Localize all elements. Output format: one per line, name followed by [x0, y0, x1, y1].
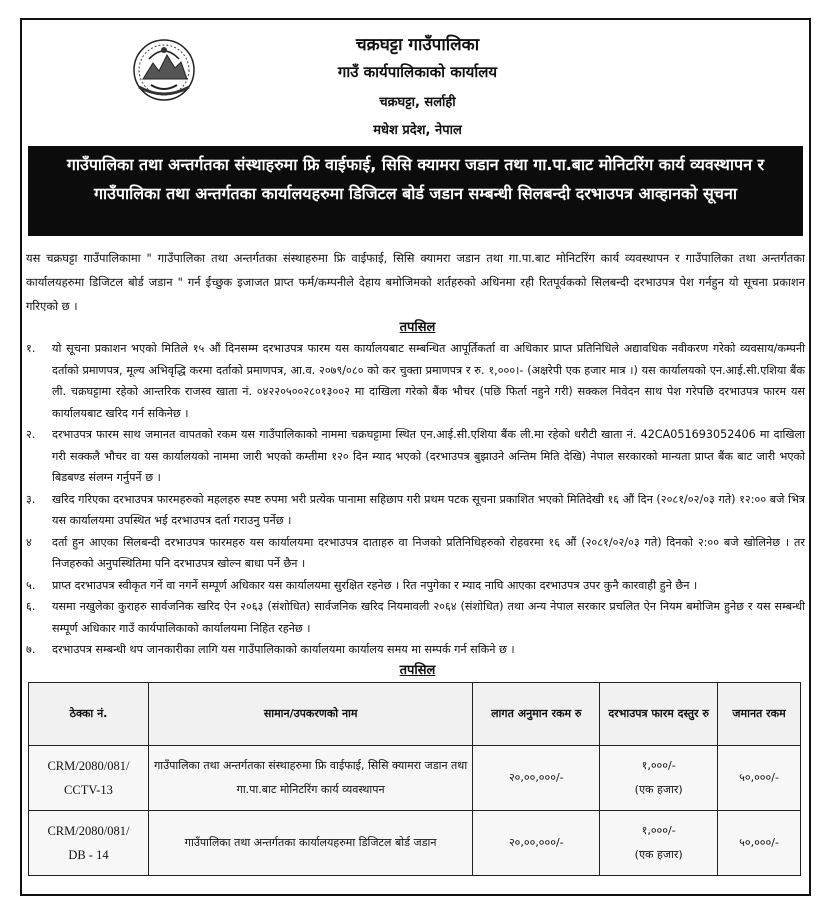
item-number: ७. — [26, 643, 36, 656]
form-fee-amount: १,०००/- — [641, 824, 676, 837]
list-item — [26, 424, 805, 489]
table-row — [29, 811, 801, 876]
list-item — [26, 532, 805, 575]
item-number: ४ — [26, 535, 32, 549]
cost-estimate-cell: २०,००,०००/- — [473, 811, 600, 876]
item-number: ३. — [26, 492, 36, 506]
office-name: गाउँ कार्यपालिकाको कार्यालय — [337, 63, 498, 81]
section-heading-text: तपसिल — [399, 320, 436, 335]
list-item — [26, 489, 805, 532]
form-fee-words: (एक हजार) — [634, 783, 683, 796]
list-item — [26, 575, 805, 597]
col-form-fee: दरभाउपत्र फारम दस्तुर रु — [600, 683, 718, 746]
bid-security-cell: ५०,०००/- — [718, 746, 801, 811]
item-text: यसमा नखुलेका कुराहरु सार्वजनिक खरिद ऐन २०६३ (संशोधित) सार्वजनिक खरिद नियमावली २०६४ (संशोधित) तथा अन्य नेपाल सरकार प्रचलित ऐन नियम बमोजिम हुनेछ र यस सम्बन्धी सम्पूर्ण अधिकार गाउँ कार्यपालिकाको कार्यालयमा निहित रहनेछ । — [52, 600, 805, 635]
table-heading — [22, 660, 813, 678]
table-row — [29, 746, 801, 811]
item-text: दर्ता हुन आएका सिलबन्दी दरभाउपत्र फारमहरु यस कार्यालयमा दरभाउपत्र दाताहरु वा निजको प्रतिनिधिहरुको रोहवरमा १६ औं (२०८१/०२/०३ गते) दिनको २:०० बजे खोलिनेछ । तर निजहरुको अनुपस्थितिमा पनि दरभाउपत्र खोल्न बाधा पर्ने छैन । — [52, 535, 805, 570]
intro-paragraph: यस चक्रघट्टा गाउँपालिकामा " गाउँपालिका तथा अन्तर्गतका संस्थाहरुमा फ्रि वाईफाई, सिसि क्यामरा जडान तथा गा.पा.बाट मोनिटरिंग कार्य व्यवस्थापन र गाउँपालिका तथा अन्तर्गतका कार्यालयहरुमा डिजिटल बोर्ड जडान " गर्न ईच्छुक इजाजत प्राप्त फर्म/कम्पनीले देहाय बमोजिमको शर्तहरुको अधिनमा रही रितपूर्वकको सिलबन्दी दरभाउपत्र पेश गर्नहुन यो सूचना प्रकाशन गरिएको छ । — [26, 251, 805, 313]
form-fee-words: (एक हजार) — [634, 848, 683, 861]
contract-number-line: CRM/2080/081/ — [47, 824, 130, 838]
municipality-name: चक्रघट्टा गाउँपालिका — [355, 35, 480, 55]
notice-title: गाउँपालिका तथा अन्तर्गतका संस्थाहरुमा फ्रि वाईफाई, सिसि क्यामरा जडान तथा गा.पा.बाट मोनिटरिंग कार्य व्यवस्थापन र गाउँपालिका तथा अन्तर्गतका कार्यालयहरुमा डिजिटल बोर्ड जडान सम्बन्धी सिलबन्दी दरभाउपत्र आव्हानको सूचना — [28, 146, 803, 236]
item-number: १. — [26, 342, 36, 355]
contract-number-line: CRM/2080/081/ — [47, 759, 130, 773]
item-text: खरिद गरिएका दरभाउपत्र फारमहरुको महलहरु स्पष्ट रुपमा भरी प्रत्येक पानामा सहिछाप गरी प्रथम पटक सूचना प्रकाशित भएको मितिदेखी १६ औं दिन (२०८१/०२/०३ गते) १२:०० बजे भित्र यस कार्यालयमा उपस्थित भई दरभाउपत्र दर्ता गराउनु पर्नेछ । — [52, 492, 805, 527]
province-country: मधेश प्रदेश, नेपाल — [373, 123, 462, 138]
terms-list — [26, 338, 805, 661]
table-header-row — [29, 683, 801, 746]
list-item — [26, 639, 805, 661]
form-fee-cell — [600, 811, 718, 876]
item-text: प्राप्त दरभाउपत्र स्वीकृत गर्ने वा नगर्ने सम्पूर्ण अधिकार यस कार्यालयमा सुरक्षित रहनेछ । रित नपुगेका र म्याद नाघि आएका दरभाउपत्र उपर कुनै कारवाही हुने छैन । — [52, 578, 698, 592]
item-number: ६. — [26, 600, 36, 613]
col-item-name: सामान/उपकरणको नाम — [148, 683, 472, 746]
list-item — [26, 338, 805, 424]
contract-table — [28, 682, 801, 876]
office-address: चक्रघट्टा, सर्लाही — [379, 95, 456, 110]
contract-number-code: DB - 14 — [68, 848, 109, 862]
contract-number-cell — [29, 811, 149, 876]
item-text: यो सूचना प्रकाशन भएको मितिले १५ औं दिनसम्म दरभाउपत्र फारम यस कार्यालयबाट सम्बन्धित आपूर्तिकर्ता वा अधिकार प्राप्त प्रतिनिधिले अद्यावधिक नवीकरण गरेको व्यवसाय/कम्पनी दर्ताको प्रमाणपत्र, मूल्य अभिवृद्धि करमा दर्ताको प्रमाणपत्र, आ.व. २०७९/०८० को कर चुक्ता प्रमाणपत्र र रु. १,०००।- (अक्षरेपी एक हजार मात्र ।) यस कार्यालयको एन.आई.सी.एशिया बैंक ली. चक्रघट्टामा रहेको आन्तरिक राजस्व खाता नं. ०४२२०५००२८०१३००२ मा दाखिला गरेको बैंक भौचर (पछि फिर्ता नहुने गरी) सक्कल निवेदन साथ पेश गरेपछि दरभाउपत्र फारम यस कार्यालयबाट खरिद गर्न सकिनेछ । — [52, 342, 805, 420]
table-heading-text: तपसिल — [399, 663, 436, 678]
section-heading — [22, 317, 813, 335]
form-fee-cell — [600, 746, 718, 811]
col-cost-estimate: लागत अनुमान रकम रु — [473, 683, 600, 746]
item-name-cell: गाउँपालिका तथा अन्तर्गतका संस्थाहरुमा फ्रि वाईफाई, सिसि क्यामरा जडान तथा गा.पा.बाट मोनिटरिंग कार्य व्यवस्थापन — [148, 746, 472, 811]
item-name-cell: गाउँपालिका तथा अन्तर्गतका कार्यालयहरुमा डिजिटल बोर्ड जडान — [148, 811, 472, 876]
contract-number-code: CCTV-13 — [64, 783, 113, 797]
item-number: २. — [26, 428, 36, 441]
col-bid-security: जमानत रकम — [718, 683, 801, 746]
item-text: दरभाउपत्र फारम साथ जमानत वापतको रकम यस गाउँपालिकाको नाममा चक्रघट्टामा स्थित एन.आई.सी.एशिया बैंक ली.मा रहेको धरौटी खाता नं. 42CA051693052406 मा दाखिला गरी सक्कलै भौचर वा यस कार्यालयको नाममा जारी भएको कम्तीमा १२० दिन म्याद भएको (दरभाउपत्र बुझाउने अन्तिम मिति देखि) नेपाल सरकारको मान्यता प्राप्त बैंक बाट जारी भएको बिडबण्ड संलग्न गर्नुपर्ने छ । — [52, 428, 805, 484]
cost-estimate-cell: २०,००,०००/- — [473, 746, 600, 811]
item-number: ५. — [26, 578, 36, 592]
form-fee-amount: १,०००/- — [641, 759, 676, 772]
contract-number-cell — [29, 746, 149, 811]
col-contract-no: ठेक्का नं. — [29, 683, 149, 746]
bid-security-cell: ५०,०००/- — [718, 811, 801, 876]
list-item — [26, 596, 805, 639]
item-text: दरभाउपत्र सम्बन्धी थप जानकारीका लागि यस गाउँपालिकाको कार्यालयमा कार्यालय समय मा सम्पर्क गर्न सकिने छ । — [52, 643, 515, 656]
notice-page — [20, 18, 811, 896]
